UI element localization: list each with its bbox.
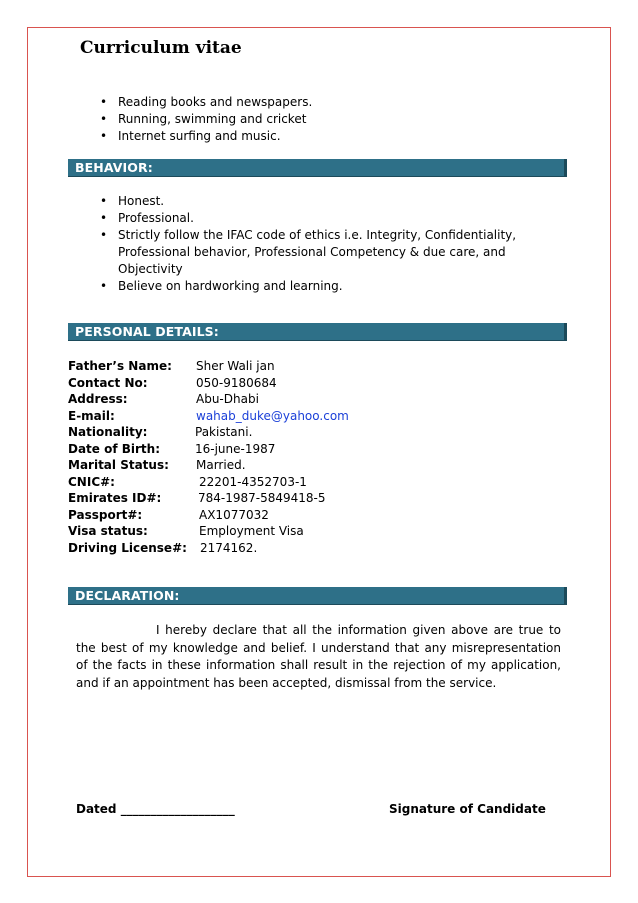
dated-field: Dated ___________________ <box>76 802 235 816</box>
list-item: • Internet surfing and music. <box>100 129 281 143</box>
declaration-section-header <box>68 587 567 605</box>
list-item: • Reading books and newspapers. <box>100 95 313 109</box>
email-link[interactable]: wahab_duke@yahoo.com <box>196 408 349 423</box>
personal-details-section-header <box>68 323 567 341</box>
section-heading: BEHAVIOR: <box>75 160 153 175</box>
behavior-list <box>98 193 516 295</box>
bullet-icon: • <box>100 129 108 143</box>
section-heading: DECLARATION: <box>75 588 180 603</box>
list-item: • Running, swimming and cricket <box>100 112 307 126</box>
list-item: • Strictly follow the IFAC code of ethics i.e. Integrity, Confidentiality, Professional behavior, Professional Competency & due care, and Objectivity <box>100 228 517 276</box>
list-item: • Honest. <box>100 194 165 208</box>
bullet-icon: • <box>100 211 108 225</box>
list-item: • Professional. <box>100 211 194 225</box>
declaration-text: I hereby declare that all the information given above are true to the best of my knowledge and belief. I understand that any misrepresentation of the facts in these information shall result in the rejection of my application, and if an appointment has been accepted, dismissal from the service. <box>76 623 561 690</box>
hobbies-list <box>98 94 312 145</box>
section-heading: PERSONAL DETAILS: <box>75 324 219 339</box>
bullet-icon: • <box>100 228 108 242</box>
page-title: Curriculum vitae <box>80 38 242 58</box>
bullet-icon: • <box>100 279 108 293</box>
bullet-icon: • <box>100 95 108 109</box>
behavior-section-header <box>68 159 567 177</box>
list-item: • Believe on hardworking and learning. <box>100 279 343 293</box>
bullet-icon: • <box>100 112 108 126</box>
bullet-icon: • <box>100 194 108 208</box>
signature-label: Signature of Candidate <box>389 802 546 816</box>
